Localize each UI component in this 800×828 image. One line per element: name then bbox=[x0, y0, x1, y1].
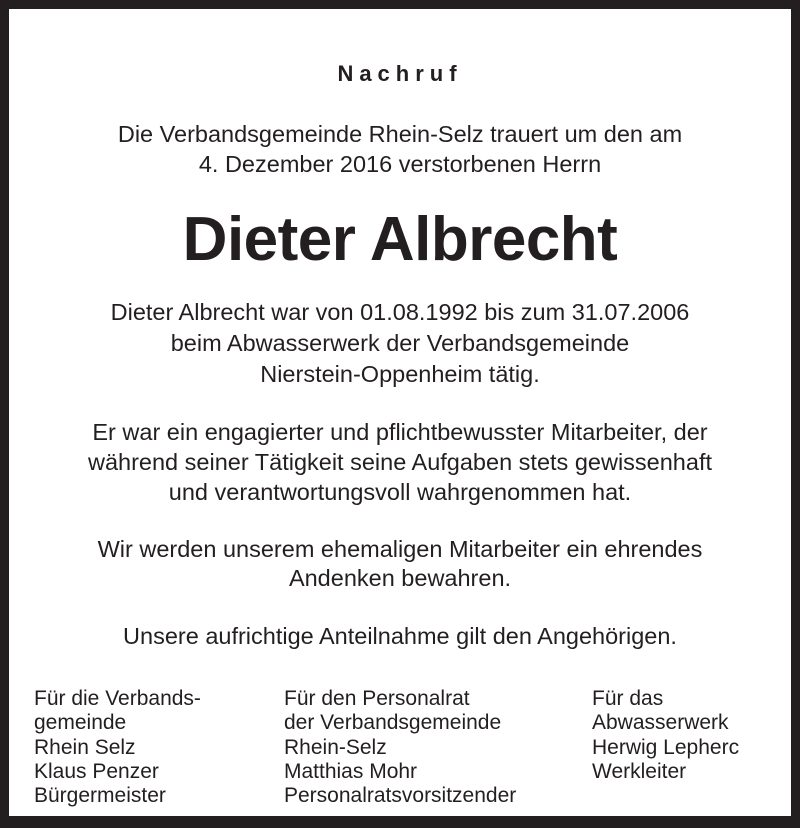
text-line: 4. Dezember 2016 verstorbenen Herrn bbox=[198, 151, 602, 177]
text-line: der Verbandsgemeinde bbox=[284, 711, 502, 735]
text-line: Für den Personalrat bbox=[284, 687, 470, 710]
text-line: Matthias Mohr bbox=[284, 759, 418, 783]
text-line: während seiner Tätigkeit seine Aufgaben stets gewissenhaft bbox=[87, 449, 712, 475]
paragraph-remembrance bbox=[9, 535, 791, 593]
text-line: Wir werden unserem ehemaligen Mitarbeiter ein ehrendes bbox=[97, 536, 703, 562]
text-line: Personalratsvorsitzender bbox=[284, 784, 517, 808]
text-line: Bürgermeister bbox=[34, 784, 166, 808]
text-line: und verantwortungsvoll wahrgenommen hat. bbox=[168, 479, 632, 505]
signature-personalrat bbox=[284, 687, 516, 808]
text-line: Er war ein engagierter und pflichtbewusster Mitarbeiter, der bbox=[92, 419, 708, 445]
heading: Nachruf bbox=[337, 61, 463, 86]
paragraph-employment bbox=[9, 297, 791, 390]
text-line: Rhein Selz bbox=[34, 735, 136, 759]
text-line: Rhein-Selz bbox=[284, 735, 387, 759]
paragraph-tribute bbox=[9, 417, 791, 507]
signature-abwasserwerk bbox=[592, 687, 739, 784]
deceased-name: Dieter Albrecht bbox=[182, 205, 618, 274]
text-line: Nierstein-Oppenheim tätig. bbox=[260, 361, 540, 387]
text-line: Für die Verbands- bbox=[34, 687, 201, 710]
text-line: gemeinde bbox=[34, 711, 127, 735]
text-line: beim Abwasserwerk der Verbandsgemeinde bbox=[170, 330, 630, 356]
text-line: Für das bbox=[592, 687, 664, 710]
text-line: Werkleiter bbox=[592, 759, 687, 783]
text-line: Abwasserwerk bbox=[592, 711, 729, 735]
text-line: Andenken bewahren. bbox=[288, 565, 512, 591]
text-line: Klaus Penzer bbox=[34, 759, 159, 783]
text-line: Herwig Lepherc bbox=[592, 735, 740, 759]
text-line: Die Verbandsgemeinde Rhein-Selz trauert um den am bbox=[117, 121, 683, 147]
text-line: Unsere aufrichtige Anteilnahme gilt den Angehörigen. bbox=[123, 623, 677, 649]
text-line: Dieter Albrecht war von 01.08.1992 bis zum 31.07.2006 bbox=[110, 299, 690, 325]
signature-verbandsgemeinde bbox=[34, 687, 201, 808]
intro-text bbox=[9, 119, 791, 179]
paragraph-condolence bbox=[9, 621, 791, 651]
